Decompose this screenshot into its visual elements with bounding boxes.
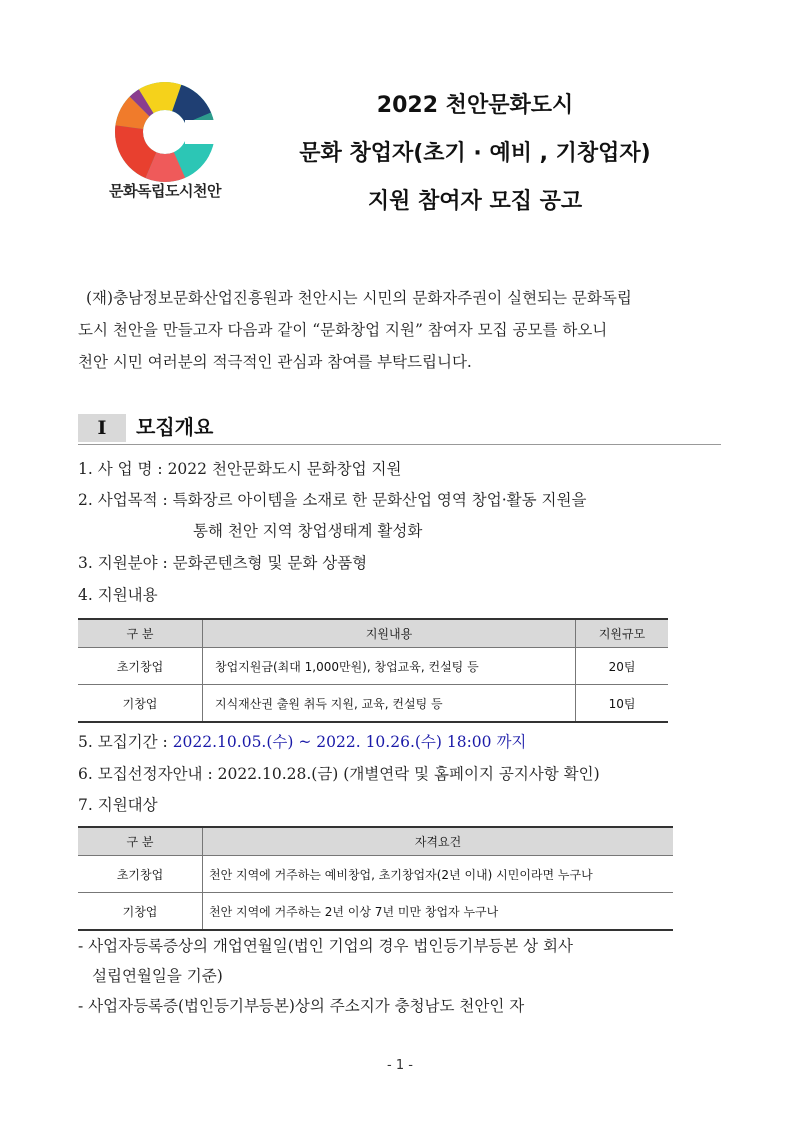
item-2-line-2: 통해 천안 지역 창업생태계 활성화	[193, 522, 423, 540]
table-cell: 천안 지역에 거주하는 예비창업, 초기창업자(2년 이내) 시민이라면 누구나	[203, 856, 674, 893]
table-row	[78, 856, 673, 893]
item-3: 3. 지원분야 : 문화콘텐츠형 및 문화 상품형	[78, 554, 368, 572]
intro-line-3: 천안 시민 여러분의 적극적인 관심과 참여를 부탁드립니다.	[78, 353, 472, 371]
item-5-label: 5. 모집기간 :	[78, 733, 173, 751]
table-header: 자격요건	[203, 827, 674, 856]
table-row	[78, 893, 673, 931]
title-line-2: 문화 창업자(초기 · 예비 , 기창업자)	[299, 141, 651, 166]
table-header: 구 분	[78, 827, 203, 856]
page-number: - 1 -	[387, 1058, 413, 1073]
eligibility-table	[78, 826, 673, 931]
table-cell: 초기창업	[78, 856, 203, 893]
intro-line-1: (재)충남정보문화산업진흥원과 천안시는 시민의 문화자주권이 실현되는 문화독립	[86, 289, 632, 307]
section-heading	[78, 412, 721, 445]
table-header-row	[78, 619, 668, 648]
table-cell: 초기창업	[78, 648, 203, 685]
section-title: 모집개요	[136, 415, 214, 439]
recruitment-period: 2022.10.05.(수) ~ 2022. 10.26.(수) 18:00 까지	[172, 733, 527, 751]
item-6: 6. 모집선정자안내 : 2022.10.28.(금) (개별연락 및 홈페이지 공지사항 확인)	[78, 765, 600, 783]
table-cell: 천안 지역에 거주하는 2년 이상 7년 미만 창업자 누구나	[203, 893, 674, 931]
note-2: - 사업자등록증(법인등기부등본)상의 주소지가 충청남도 천안인 자	[78, 997, 525, 1015]
item-1: 1. 사 업 명 : 2022 천안문화도시 문화창업 지원	[78, 460, 402, 478]
table-header-row	[78, 827, 673, 856]
title-line-1: 2022 천안문화도시	[376, 93, 574, 118]
item-5	[78, 730, 526, 752]
table-cell: 기창업	[78, 685, 203, 723]
table-cell: 기창업	[78, 893, 203, 931]
table-cell: 지식재산권 출원 취득 지원, 교육, 컨설팅 등	[203, 685, 576, 723]
culture-city-logo-icon	[113, 80, 217, 184]
table-row	[78, 685, 668, 723]
item-2-line-1: 2. 사업목적 : 특화장르 아이템을 소재로 한 문화산업 영역 창업·활동 지원을	[78, 491, 587, 509]
table-header: 구 분	[78, 619, 203, 648]
logo-text: 문화독립도시천안	[109, 182, 221, 200]
support-content-table	[78, 618, 668, 723]
table-header: 지원규모	[576, 619, 669, 648]
logo	[95, 80, 235, 205]
note-1-line-2: 설립연월일을 기준)	[92, 967, 223, 985]
table-row	[78, 648, 668, 685]
note-1-line-1: - 사업자등록증상의 개업연월일(법인 기업의 경우 법인등기부등본 상 회사	[78, 937, 573, 955]
intro-paragraph	[78, 282, 724, 378]
title-line-3: 지원 참여자 모집 공고	[367, 189, 583, 214]
table-cell: 20팀	[576, 648, 669, 685]
section-number: I	[78, 414, 126, 442]
table-cell: 창업지원금(최대 1,000만원), 창업교육, 컨설팅 등	[203, 648, 576, 685]
table-header: 지원내용	[203, 619, 576, 648]
intro-line-2: 도시 천안을 만들고자 다음과 같이 “문화창업 지원” 참여자 모집 공모를 하오니	[78, 321, 608, 339]
item-4: 4. 지원내용	[78, 586, 158, 604]
item-7: 7. 지원대상	[78, 796, 158, 814]
table-cell: 10팀	[576, 685, 669, 723]
